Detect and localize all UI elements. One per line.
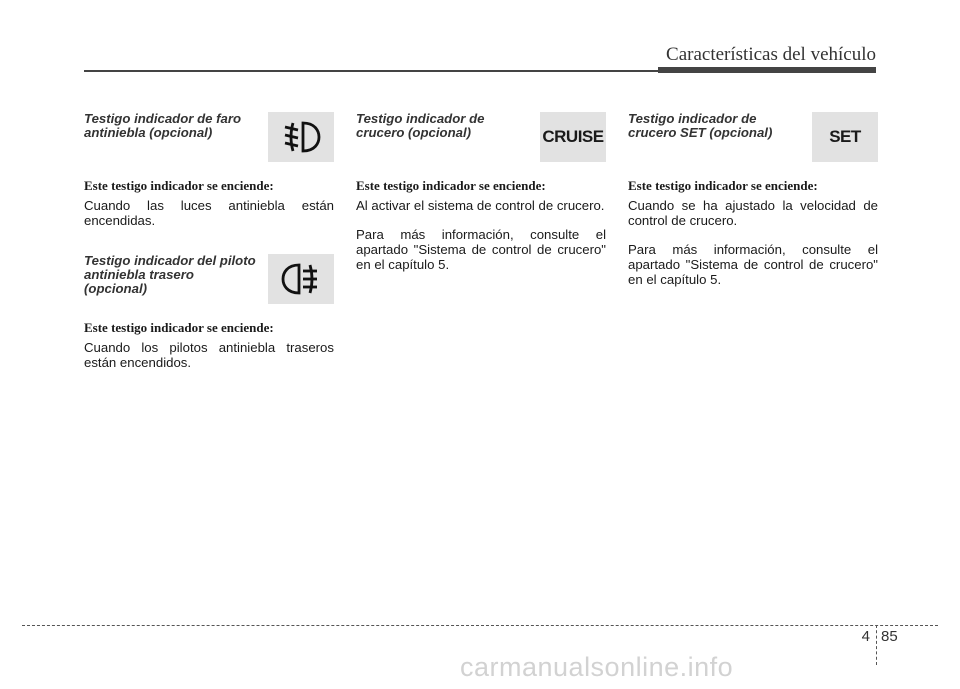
body-paragraph: Al activar el sistema de control de crucero. [356,198,605,213]
body-paragraph: Cuando se ha ajustado la velocidad de control de crucero. [628,198,878,228]
heading-line: crucero SET (opcional) [628,125,773,140]
header-rule-accent [658,67,876,73]
heading-line: (opcional) [84,281,148,296]
body-paragraph: Cuando los pilotos antiniebla traseros están encendidos. [84,340,334,370]
section-cruise [356,112,606,272]
heading-line: antiniebla trasero [84,267,194,282]
section-rear-fog [84,254,334,370]
body-paragraph: Cuando las luces antiniebla están encendidas. [84,198,334,228]
chapter-number: 4 [861,628,870,645]
cruise-set-indicator-icon [812,112,878,162]
heading-line: Testigo indicador de [356,111,485,126]
page-number: 85 [881,628,898,645]
column-2 [356,112,606,272]
body-paragraph: Para más información, consulte el apartado "Sistema de control de crucero" en el capítulo 5. [356,227,606,272]
front-fog-light-svg [281,119,321,155]
section-heading [84,254,264,302]
section-cruise-set [628,112,878,287]
column-3 [628,112,878,287]
heading-line: crucero (opcional) [356,125,472,140]
heading-line: Testigo indicador del piloto [84,253,256,268]
section-heading [356,112,536,160]
heading-line: antiniebla (opcional) [84,125,213,140]
section-subhead: Este testigo indicador se enciende: [628,178,818,193]
cruise-indicator-icon [540,112,606,162]
section-subhead: Este testigo indicador se enciende: [84,178,274,193]
section-heading [84,112,264,160]
rear-fog-light-icon [268,254,334,304]
section-subhead: Este testigo indicador se enciende: [84,320,274,335]
watermark: carmanualsonline.info [460,652,734,682]
cruise-icon-label: CRUISE [542,127,604,146]
rear-fog-light-svg [281,261,321,297]
footer-rule [22,625,938,626]
section-subhead: Este testigo indicador se enciende: [356,178,546,193]
heading-line: Testigo indicador de faro [84,111,242,126]
footer-divider [876,625,877,665]
set-icon-label: SET [829,127,861,146]
section-heading [628,112,808,160]
body-paragraph: Para más información, consulte el apartado "Sistema de control de crucero" en el capítulo 5. [628,242,878,287]
front-fog-light-icon [268,112,334,162]
heading-line: Testigo indicador de [628,111,757,126]
section-front-fog [84,112,334,228]
page-header-title: Características del vehículo [666,44,876,65]
column-1 [84,112,334,370]
